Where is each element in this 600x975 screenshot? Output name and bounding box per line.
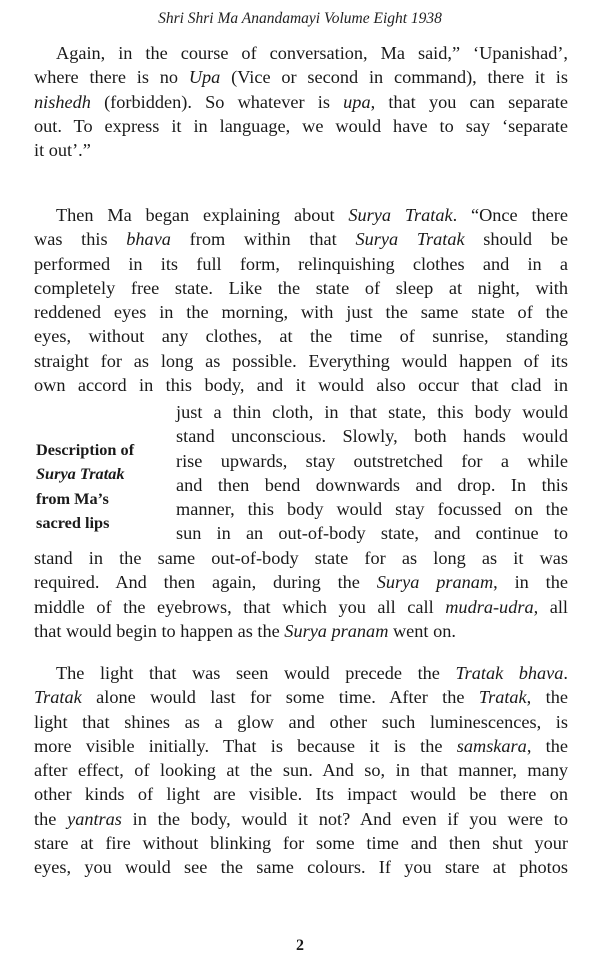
text-line: out. To express it in language, we would have to say ‘separate <box>34 115 568 136</box>
text-line: was this bhava from within that Surya Tratak should be <box>34 229 569 250</box>
text-line: eyes, without any clothes, at the time of sunrise, standing <box>34 326 568 347</box>
text-line: stare at fire without blinking for some time and then shut your <box>34 833 568 854</box>
text-line: and then bend downwards and drop. In this <box>176 474 568 495</box>
text-line: more visible initially. That is because it is the samskara, the <box>34 735 568 756</box>
text-line: just a thin cloth, in that state, this body would <box>176 402 568 422</box>
text-line: stand in the same out-of-body state for as long as it was <box>34 548 568 568</box>
text-line: the yantras in the body, would it not? And even if you were to <box>34 808 568 829</box>
text-line: after effect, of looking at the sun. And so, in that manner, many <box>34 760 568 781</box>
paragraph-light <box>34 661 568 880</box>
text-line: stand unconscious. Slowly, both hands would <box>176 426 568 447</box>
text-line: The light that was seen would precede the Tratak bhava. <box>56 663 568 683</box>
text-line: light that shines as a glow and other such luminescences, is <box>34 711 568 732</box>
text-line: reddened eyes in the morning, with just the same state of the <box>34 302 568 323</box>
text-line: that would begin to happen as the Surya pranam went on. <box>34 620 456 641</box>
page-number: 2 <box>296 937 304 954</box>
text-line: sun in an out-of-body state, and continue to <box>176 523 568 544</box>
text-line: Tratak alone would last for some time. After the Tratak, the <box>34 687 568 708</box>
indented-text-block <box>176 400 568 546</box>
text-line: manner, this body would stay focussed on the <box>176 499 568 520</box>
text-line: Again, in the course of conversation, Ma said,” ‘Upanishad’, <box>56 43 568 63</box>
text-line: performed in its full form, relinquishing clothes and in a <box>34 253 568 274</box>
paragraph-upanishad <box>34 41 568 162</box>
text-line: it out’.” <box>34 140 91 161</box>
text-line: nishedh (forbidden). So whatever is upa, that you can separate <box>34 91 568 112</box>
text-line: Then Ma began explaining about Surya Tratak. “Once there <box>56 205 568 225</box>
text-line: middle of the eyebrows, that which you all call mudra-udra, all <box>34 596 569 617</box>
text-line: straight for as long as possible. Everything would happen of its <box>34 350 568 371</box>
margin-note-line: Surya Tratak <box>36 464 125 484</box>
margin-note-line: from Ma’s <box>36 488 109 508</box>
margin-note <box>36 438 176 535</box>
running-header: Shri Shri Ma Anandamayi Volume Eight 1938 <box>158 10 442 27</box>
text-line: completely free state. Like the state of sleep at night, with <box>34 277 568 298</box>
text-line: where there is no Upa (Vice or second in command), there it is <box>34 67 568 88</box>
text-line: rise upwards, stay outstretched for a while <box>176 450 568 471</box>
text-line: eyes, you would see the same colours. If you stare at photos <box>34 857 568 878</box>
paragraph-surya-tratak <box>34 203 568 397</box>
margin-note-line: sacred lips <box>36 512 110 532</box>
margin-note-line: Description of <box>36 440 135 459</box>
paragraph-continuation <box>34 546 568 643</box>
text-line: other kinds of light are visible. Its impact would be there on <box>34 784 568 805</box>
text-line: own accord in this body, and it would also occur that clad in <box>34 375 568 396</box>
text-line: required. And then again, during the Surya pranam, in the <box>34 572 568 593</box>
